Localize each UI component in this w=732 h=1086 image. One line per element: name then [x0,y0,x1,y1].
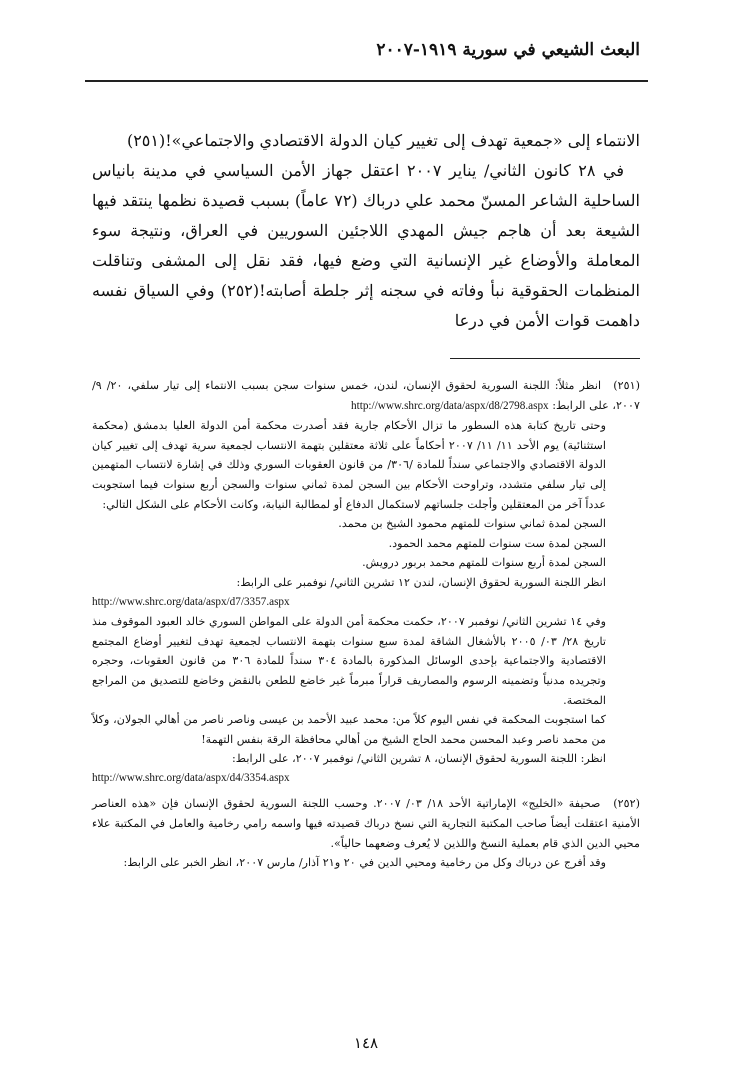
footnote-line: وفي ١٤ تشرين الثاني/ نوفمبر ٢٠٠٧، حكمت محكمة أمن الدولة على المواطن السوري خالد العبود الموقوف منذ تاريخ ٢٨/ ٠٣/ ٢٠٠٥ بالأشغال الشاقة لمدة سبع سنوات بتهمة الانتساب لجمعية تهدف لتغيير أوضاع المجتمع الاقتصادية والاجتماعية بإحدى الوسائل المذكورة بالمادة ٣٠٤ سنداً للمادة ٣٠٦ من قانون العقوبات، وحجره وتجريده مدنياً وتضمينه الرسوم والمصاريف قراراً مبرماً غير خاضع للطعن بالنقض وخاضع للتصديق من المراجع المختصة. [92,615,606,707]
footnote-line: انظر: اللجنة السورية لحقوق الإنسان، ٨ تشرين الثاني/ نوفمبر ٢٠٠٧، على الرابط: [232,752,606,766]
sentence-line: السجن لمدة ثماني سنوات للمتهم محمود الشيخ بن محمد. [338,517,606,531]
page-number: ١٤٨ [353,1034,379,1052]
footnote-251 [92,376,640,788]
footnote-line: وحتى تاريخ كتابة هذه السطور ما تزال الأحكام جارية فقد أصدرت محكمة أمن الدولة العليا بدمشق (محكمة استثنائية) يوم الأحد ١١/ ١١/ ٢٠٠٧ أحكاماً على ثلاثة معتقلين بتهمة الانتساب لجمعية سرية تهدف إلى تغيير كيان الدولة الاقتصادي والاجتماعي سنداً للمادة /٣٠٦/ من قانون العقوبات السوري وذلك في إشارة لانتساب المتهمين إلى تيار سلفي متشدد، وتراوحت الأحكام بين السجن لمدة ثماني سنوات والسجن أربع سنوات فيما استجوبت عدداً آخر من المعتقلين وأجلت جلساتهم لاستكمال الدفاع أو لمطالبة النيابة، وكانت الأحكام على الشكل التالي: [92,419,607,511]
footnote-line: كما استجوبت المحكمة في نفس اليوم كلاً من: محمد عبيد الأحمد بن عيسى وناصر ناصر من أهالي الجولان، وكلاً من محمد ناصر وعبد المحسن محمد الحاج الشيخ من أهالي محافظة الرقة بنفس التهمة! [92,713,606,746]
footnote-number: (٢٥٢) [613,797,640,811]
main-text [92,126,640,336]
footnotes [92,376,640,879]
paragraph: الانتماء إلى «جمعية تهدف إلى تغيير كيان الدولة الاقتصادي والاجتماعي»!(٢٥١) [126,131,640,150]
running-head: البعث الشيعي في سورية ١٩١٩-٢٠٠٧ [376,40,640,60]
footnote-link[interactable]: http://www.shrc.org/data/aspx/d8/2798.aspx [351,399,549,412]
footnote-line [92,376,640,416]
footnote-252 [92,794,640,872]
paragraph: في ٢٨ كانون الثاني/ يناير ٢٠٠٧ اعتقل جهاز الأمن السياسي في مدينة بانياس الساحلية الشاعر المسنّ محمد علي درباك (٧٢ عاماً) بسبب قصيدة نظمها ينتقد فيها الشيعة بعد أن هاجم جيش المهدي اللاجئين السوريين في العراق، ونتيجة سوء المعاملة والأوضاع غير الإنسانية التي وضع فيها، فقد نقل إلى المشفى وتناقلت المنظمات الحقوقية نبأ وفاته في سجنه إثر جلطة أصابته!(٢٥٢) وفي السياق نفسه داهمت قوات الأمن في درعا [92,161,641,330]
footnote-text: صحيفة «الخليج» الإماراتية الأحد ١٨/ ٠٣/ ٢٠٠٧. وحسب اللجنة السورية لحقوق الإنسان فإن «هذه العناصر الأمنية اعتقلت أيضاً صاحب المكتبة التجارية التي نسخ درباك قصيدته فيها واسمه رامي رخامية والعامل في المكتبة علاء محيي الدين الذي قام بعملية النسخ واللذين لا يُعرف وضعهما حالياً». [92,797,640,850]
sentence-line: السجن لمدة ست سنوات للمتهم محمد الحمود. [388,536,606,550]
footnote-line: انظر اللجنة السورية لحقوق الإنسان، لندن ١٢ تشرين الثاني/ نوفمبر على الرابط: [236,575,606,589]
header-rule [85,80,648,82]
footnote-text: انظر مثلاً: اللجنة السورية لحقوق الإنسان، لندن، خمس سنوات سجن بسبب الانتماء إلى تيار سلفي، ٢٠/ ٩/ ٢٠٠٧، على الرابط: [92,379,640,412]
footnote-line: وقد أفرج عن درباك وكل من رخامية ومحيي الدين في ٢٠ و٢١ آذار/ مارس ٢٠٠٧، انظر الخبر على الرابط: [123,856,606,870]
sentence-line: السجن لمدة أربع سنوات للمتهم محمد بربور درويش. [362,556,606,570]
footnote-line [92,794,640,853]
footnote-separator [450,358,640,359]
footnote-link[interactable]: http://www.shrc.org/data/aspx/d7/3357.aspx [92,595,290,608]
footnote-number: (٢٥١) [613,379,641,392]
footnote-link[interactable]: http://www.shrc.org/data/aspx/d4/3354.aspx [92,771,290,784]
